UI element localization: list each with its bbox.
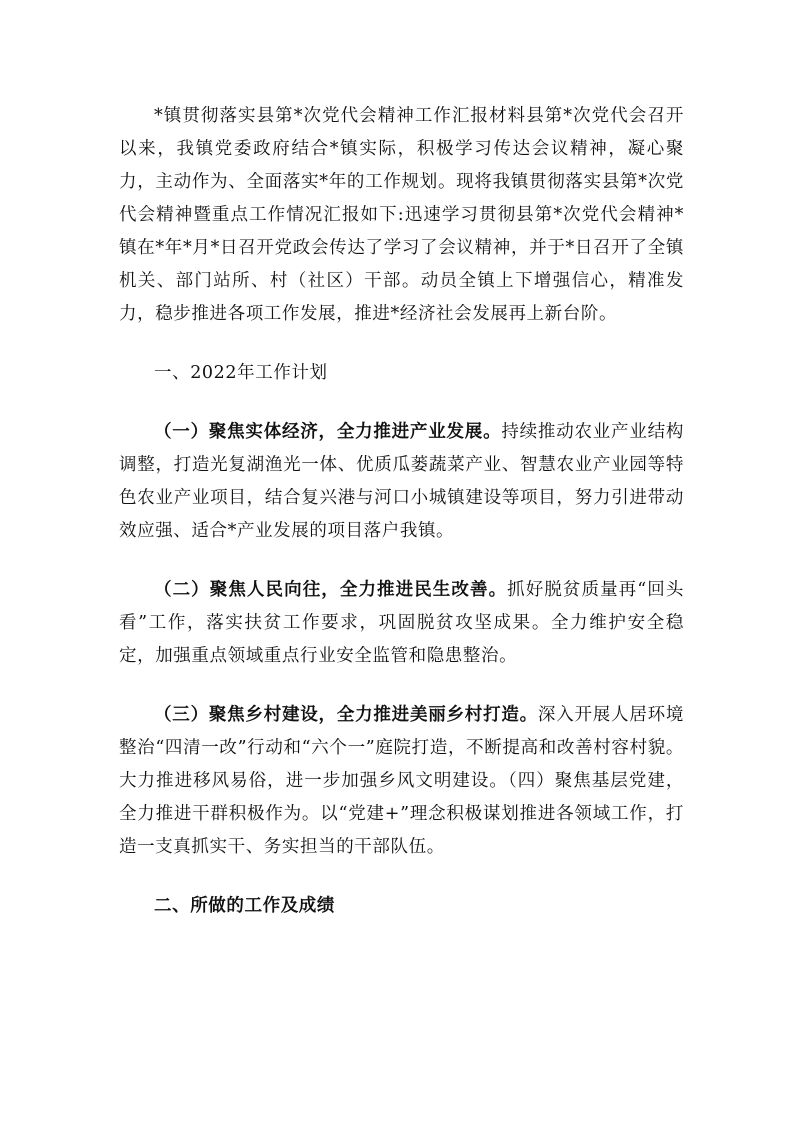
plan-item-livelihood-body: 抓好脱贫质量再“回头看”工作，落实扶贫工作要求，巩固脱贫攻坚成果。全力维护安全稳定，加强重点领域重点行业安全监管和隐患整治。 <box>119 580 684 666</box>
plan-item-livelihood-lead: （二）聚焦人民向往，全力推进民生改善。 <box>154 580 508 600</box>
section-heading-plan: 一、2022年工作计划 <box>154 363 328 383</box>
plan-item-rural-body: 深入开展人居环境整治“四清一改”行动和“六个一”庭院打造，不断提高和改善村容村貌。大力推进移风易俗，进一步加强乡风文明建设。（四）聚焦基层党建，全力推进干群积极作为。以“党建+”理念积极谋划推进各领域工作，打造一支真抓实干、务实担当的干部队伍。 <box>119 705 684 857</box>
plan-item-economy-body: 持续推动农业产业结构调整，打造光复湖渔光一体、优质瓜蒌蔬菜产业、智慧农业产业园等特色农业产业项目，结合复兴港与河口小城镇建设等项目，努力引进带动效应强、适合*产业发展的项目落户我镇。 <box>119 422 684 541</box>
plan-item-rural-lead: （三）聚焦乡村建设，全力推进美丽乡村打造。 <box>154 705 538 725</box>
plan-item-livelihood <box>119 574 684 673</box>
plan-item-economy-lead: （一）聚焦实体经济，全力推进产业发展。 <box>154 422 502 442</box>
section-heading-achievements: 二、所做的工作及成绩 <box>154 896 335 916</box>
intro-paragraph: *镇贯彻落实县第*次党代会精神工作汇报材料县第*次党代会召开以来，我镇党委政府结合*镇实际，积极学习传达会议精神，凝心聚力，主动作为、全面落实*年的工作规划。现将我镇贯彻落实县第*次党代会精神暨重点工作情况汇报如下:迅速学习贯彻县第*次党代会精神*镇在*年*月*日召开党政会传达了学习了会议精神，并于*日召开了全镇机关、部门站所、村（社区）干部。动员全镇上下增强信心，精准发力，稳步推进各项工作发展，推进*经济社会发展再上新台阶。 <box>119 106 684 324</box>
document-page <box>119 100 684 949</box>
plan-item-rural <box>119 699 684 864</box>
plan-item-economy <box>119 416 684 548</box>
